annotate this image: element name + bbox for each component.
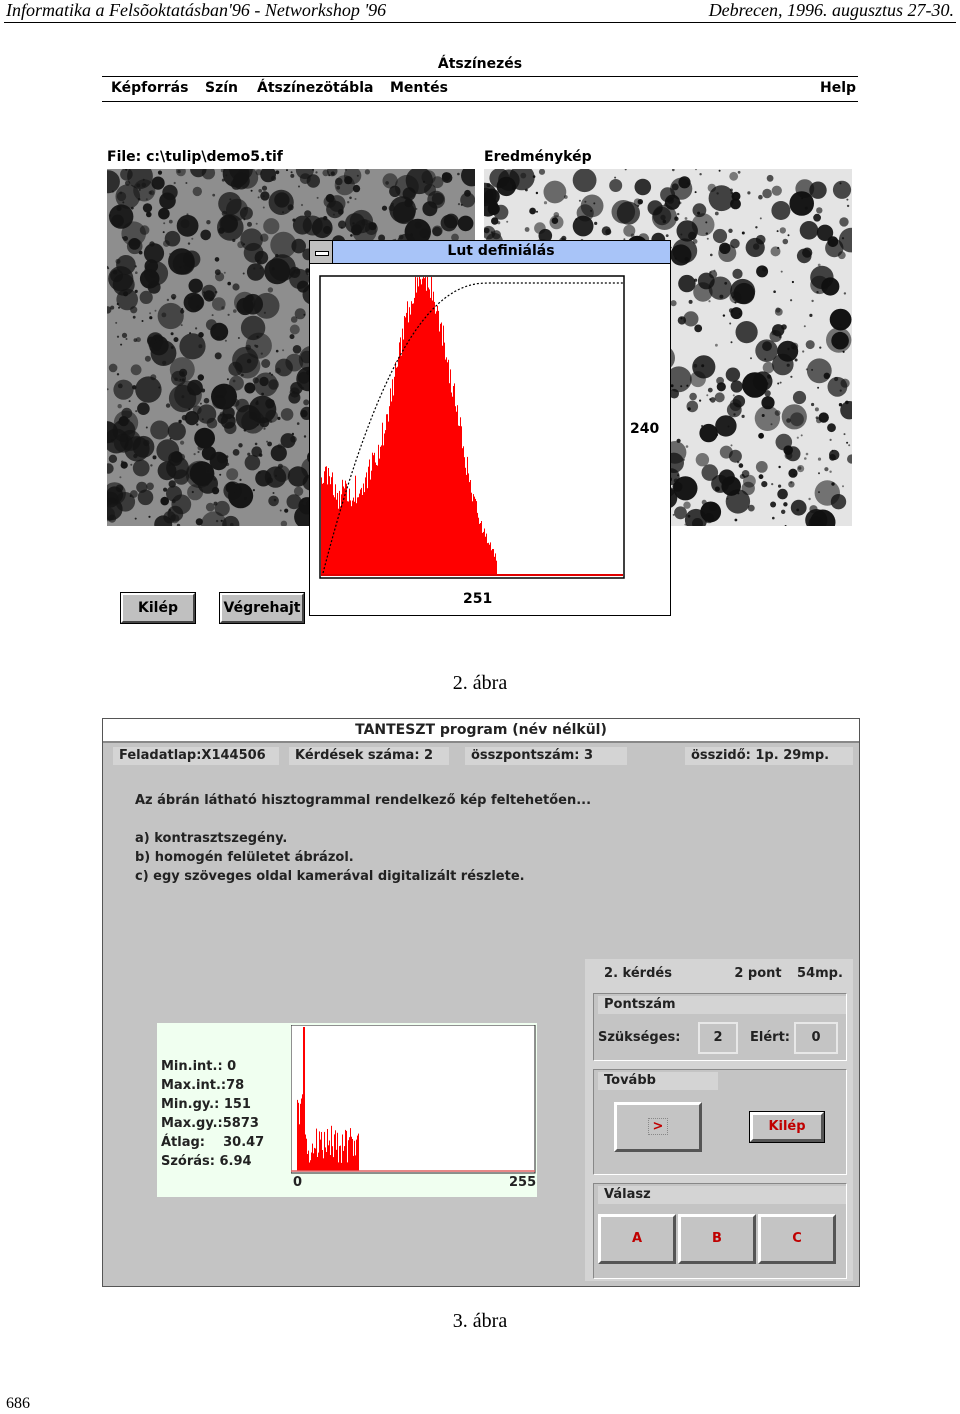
axis-max: 255 (509, 1175, 537, 1190)
lut-histogram[interactable] (319, 275, 627, 581)
answer-c-button[interactable]: C (758, 1214, 836, 1264)
histogram-stats (161, 1057, 264, 1171)
system-menu-button[interactable] (310, 241, 333, 263)
lut-right-value: 240 (630, 421, 660, 437)
next-button[interactable] (614, 1102, 702, 1152)
option-c: c) egy szöveges oldal kamerával digitalizált részlete. (135, 869, 525, 884)
question-count: Kérdések száma: 2 (289, 747, 449, 765)
menu-atszinezotabla[interactable]: Átszínezötábla (257, 80, 374, 96)
next-arrow-label: > (648, 1118, 669, 1135)
answer-options (135, 829, 525, 886)
menu-szin[interactable]: Szín (205, 80, 238, 96)
achieved-label: Elért: (750, 1030, 790, 1045)
menu-bar (102, 76, 858, 102)
menu-help[interactable]: Help (820, 80, 857, 96)
page-number: 686 (6, 1395, 30, 1412)
figure-2-caption: 2. ábra (452, 672, 508, 694)
required-label: Szükséges: (598, 1030, 681, 1045)
figure-3-caption: 3. ábra (452, 1310, 508, 1332)
histogram-chart (291, 1025, 537, 1175)
next-group (593, 1069, 847, 1175)
exit-button[interactable]: Kilép (121, 593, 195, 623)
achieved-value: 0 (794, 1022, 838, 1054)
score-group (593, 993, 847, 1061)
lut-dialog (309, 240, 671, 616)
status-question: 2. kérdés (593, 965, 683, 983)
window-title: TANTESZT program (név nélkül) (355, 722, 607, 738)
titlebar (103, 719, 859, 743)
option-b: b) homogén felületet ábrázol. (135, 850, 354, 865)
window-title: Átszínezés (437, 56, 523, 72)
answer-title: Válasz (598, 1186, 846, 1204)
execute-button[interactable]: Végrehajt (220, 593, 304, 623)
running-header-right: Debrecen, 1996. augusztus 27-30. (708, 0, 954, 20)
total-time: összidő: 1p. 29mp. (685, 747, 853, 765)
menu-kepforras[interactable]: Képforrás (111, 80, 189, 96)
header-rule (4, 22, 956, 23)
sheet-id: Feladatlap:X144506 (113, 747, 279, 765)
histogram-panel (157, 1023, 537, 1197)
status-points: 2 pont (731, 965, 785, 983)
required-value: 2 (698, 1022, 738, 1054)
axis-min: 0 (293, 1175, 303, 1190)
control-panel (585, 959, 853, 1281)
stat-min-count: Min.gy.: 151 (161, 1097, 251, 1112)
next-title: Tovább (598, 1072, 718, 1090)
menu-mentes[interactable]: Mentés (390, 80, 448, 96)
minus-icon (315, 251, 329, 256)
total-points: összpontszám: 3 (465, 747, 627, 765)
result-image-label: Eredménykép (484, 149, 592, 165)
lut-bottom-value: 251 (463, 591, 493, 607)
stat-mean: Átlag: 30.47 (161, 1135, 265, 1150)
lut-titlebar (310, 241, 670, 264)
score-title: Pontszám (598, 996, 846, 1014)
stat-max-count: Max.gy.:5873 (161, 1116, 259, 1131)
answer-group (593, 1183, 847, 1279)
source-file-label: File: c:\tulip\demo5.tif (107, 149, 283, 165)
running-header-left: Informatika a Felsõoktatásban'96 - Networkshop '96 (6, 0, 387, 20)
stat-max-int: Max.int.:78 (161, 1078, 245, 1093)
exit-button[interactable]: Kilép (750, 1112, 824, 1142)
figure-3-screenshot (102, 718, 860, 1287)
stat-stdev: Szórás: 6.94 (161, 1154, 252, 1169)
answer-b-button[interactable]: B (678, 1214, 756, 1264)
figure-2-screenshot (100, 52, 860, 632)
stat-min-int: Min.int.: 0 (161, 1059, 237, 1074)
lut-title: Lut definiálás (447, 243, 555, 259)
option-a: a) kontrasztszegény. (135, 831, 288, 846)
answer-a-button[interactable]: A (598, 1214, 676, 1264)
question-text: Az ábrán látható hisztogrammal rendelkező kép feltehetően... (135, 793, 592, 808)
status-time: 54mp. (793, 965, 847, 983)
